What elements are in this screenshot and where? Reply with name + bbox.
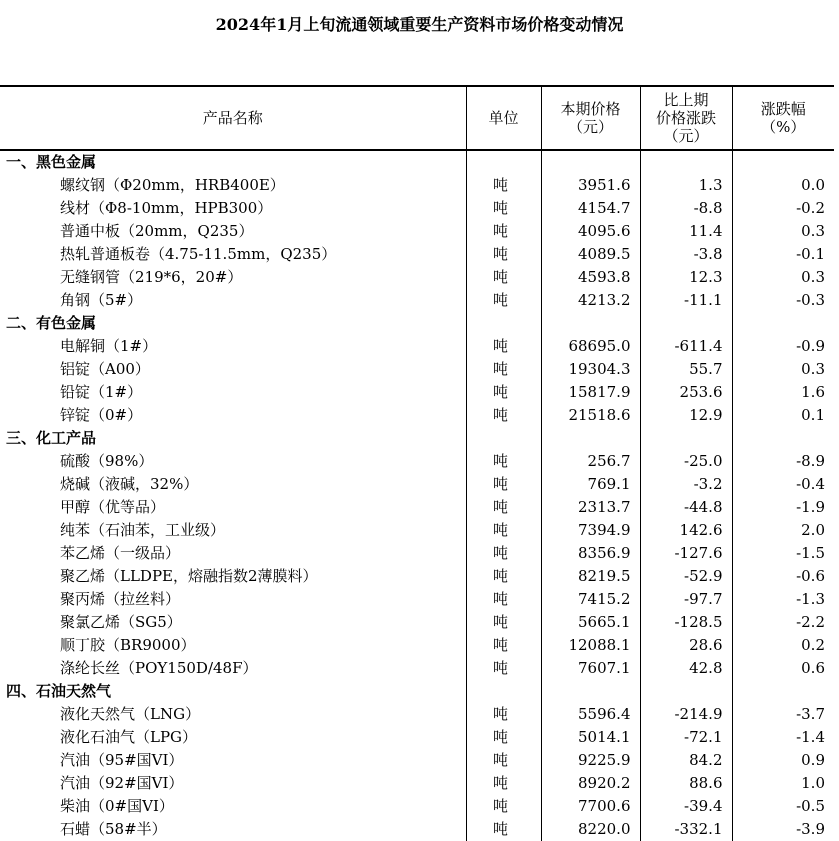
table-row [0, 197, 834, 220]
price-cell: 9225.9 [541, 749, 640, 772]
unit-cell: 吨 [466, 795, 541, 818]
percent-cell: -0.9 [732, 335, 834, 358]
product-name: 石蜡（58#半） [60, 820, 167, 838]
percent-cell: 2.0 [732, 519, 834, 542]
table-row [0, 473, 834, 496]
unit-cell: 吨 [466, 657, 541, 680]
empty-cell [541, 680, 640, 703]
table-row [0, 565, 834, 588]
category-row [0, 680, 834, 703]
product-name: 热轧普通板卷（4.75-11.5mm，Q235） [60, 245, 337, 263]
change-cell: 1.3 [640, 174, 732, 197]
percent-cell: -0.6 [732, 565, 834, 588]
percent-cell: 0.3 [732, 266, 834, 289]
price-cell: 4213.2 [541, 289, 640, 312]
percent-cell: 0.3 [732, 358, 834, 381]
product-name: 苯乙烯（一级品） [60, 544, 181, 562]
unit-cell: 吨 [466, 588, 541, 611]
table-row [0, 519, 834, 542]
product-name: 螺纹钢（Φ20mm，HRB400E） [60, 176, 285, 194]
percent-cell: -3.7 [732, 703, 834, 726]
percent-cell: -3.9 [732, 818, 834, 841]
unit-cell: 吨 [466, 335, 541, 358]
table-row [0, 611, 834, 634]
header-current-price: 本期价格 （元） [541, 86, 640, 150]
table-row [0, 404, 834, 427]
change-cell: 11.4 [640, 220, 732, 243]
price-cell: 21518.6 [541, 404, 640, 427]
percent-cell: 1.0 [732, 772, 834, 795]
percent-cell: -8.9 [732, 450, 834, 473]
product-name: 铅锭（1#） [60, 383, 143, 401]
price-cell: 5014.1 [541, 726, 640, 749]
unit-cell: 吨 [466, 473, 541, 496]
product-name: 聚丙烯（拉丝料） [60, 590, 181, 608]
product-name: 烧碱（液碱，32%） [60, 475, 199, 493]
price-cell: 4089.5 [541, 243, 640, 266]
price-cell: 4095.6 [541, 220, 640, 243]
price-cell: 7607.1 [541, 657, 640, 680]
unit-cell: 吨 [466, 726, 541, 749]
percent-cell: -0.5 [732, 795, 834, 818]
percent-cell: -1.4 [732, 726, 834, 749]
empty-cell [541, 427, 640, 450]
unit-cell: 吨 [466, 289, 541, 312]
unit-cell: 吨 [466, 818, 541, 841]
percent-cell: -1.9 [732, 496, 834, 519]
empty-cell [466, 680, 541, 703]
table-body [0, 150, 834, 841]
unit-cell: 吨 [466, 220, 541, 243]
header-product-name: 产品名称 [0, 86, 466, 150]
category-label: 一、黑色金属 [6, 153, 97, 171]
change-cell: -72.1 [640, 726, 732, 749]
change-cell: 142.6 [640, 519, 732, 542]
unit-cell: 吨 [466, 404, 541, 427]
unit-cell: 吨 [466, 381, 541, 404]
change-cell: 55.7 [640, 358, 732, 381]
product-name: 线材（Φ8-10mm，HPB300） [60, 199, 273, 217]
empty-cell [640, 312, 732, 335]
product-name: 角钢（5#） [60, 291, 143, 309]
price-cell: 2313.7 [541, 496, 640, 519]
unit-cell: 吨 [466, 174, 541, 197]
change-cell: -3.2 [640, 473, 732, 496]
table-row [0, 289, 834, 312]
percent-cell: -2.2 [732, 611, 834, 634]
unit-cell: 吨 [466, 611, 541, 634]
product-name: 柴油（0#国VI） [60, 797, 174, 815]
empty-cell [466, 427, 541, 450]
table-row [0, 634, 834, 657]
unit-cell: 吨 [466, 496, 541, 519]
category-label: 三、化工产品 [6, 429, 97, 447]
unit-cell: 吨 [466, 266, 541, 289]
table-row [0, 795, 834, 818]
change-cell: -52.9 [640, 565, 732, 588]
percent-cell: 0.9 [732, 749, 834, 772]
product-name: 汽油（92#国VI） [60, 774, 184, 792]
percent-cell: -0.4 [732, 473, 834, 496]
table-header-row [0, 86, 834, 150]
unit-cell: 吨 [466, 358, 541, 381]
percent-cell: 0.3 [732, 220, 834, 243]
product-name: 锌锭（0#） [60, 406, 143, 424]
product-name: 电解铜（1#） [60, 337, 158, 355]
header-change-percent: 涨跌幅 （%） [732, 86, 834, 150]
percent-cell: -0.1 [732, 243, 834, 266]
price-cell: 7700.6 [541, 795, 640, 818]
unit-cell: 吨 [466, 519, 541, 542]
price-cell: 19304.3 [541, 358, 640, 381]
price-cell: 7394.9 [541, 519, 640, 542]
unit-cell: 吨 [466, 703, 541, 726]
category-row [0, 427, 834, 450]
change-cell: -97.7 [640, 588, 732, 611]
price-cell: 5665.1 [541, 611, 640, 634]
change-cell: -11.1 [640, 289, 732, 312]
price-cell: 8219.5 [541, 565, 640, 588]
price-cell: 8220.0 [541, 818, 640, 841]
unit-cell: 吨 [466, 749, 541, 772]
table-row [0, 542, 834, 565]
percent-cell: 0.0 [732, 174, 834, 197]
table-row [0, 588, 834, 611]
empty-cell [541, 312, 640, 335]
change-cell: -611.4 [640, 335, 732, 358]
percent-cell: 0.2 [732, 634, 834, 657]
change-cell: -44.8 [640, 496, 732, 519]
change-cell: 12.9 [640, 404, 732, 427]
table-row [0, 657, 834, 680]
price-cell: 3951.6 [541, 174, 640, 197]
empty-cell [640, 427, 732, 450]
header-unit: 单位 [466, 86, 541, 150]
change-cell: -3.8 [640, 243, 732, 266]
empty-cell [466, 312, 541, 335]
change-cell: 28.6 [640, 634, 732, 657]
price-cell: 769.1 [541, 473, 640, 496]
change-cell: -127.6 [640, 542, 732, 565]
product-name: 聚乙烯（LLDPE，熔融指数2薄膜料） [60, 567, 318, 585]
percent-cell: 0.1 [732, 404, 834, 427]
category-label: 四、石油天然气 [6, 682, 112, 700]
product-name: 涤纶长丝（POY150D/48F） [60, 659, 258, 677]
price-cell: 5596.4 [541, 703, 640, 726]
percent-cell: 1.6 [732, 381, 834, 404]
percent-cell: -0.2 [732, 197, 834, 220]
table-row [0, 450, 834, 473]
table-row [0, 496, 834, 519]
product-name: 铝锭（A00） [60, 360, 150, 378]
price-cell: 256.7 [541, 450, 640, 473]
product-name: 聚氯乙烯（SG5） [60, 613, 182, 631]
table-row [0, 749, 834, 772]
product-name: 纯苯（石油苯，工业级） [60, 521, 226, 539]
table-row [0, 726, 834, 749]
change-cell: 84.2 [640, 749, 732, 772]
product-name: 硫酸（98%） [60, 452, 154, 470]
unit-cell: 吨 [466, 634, 541, 657]
product-name: 普通中板（20mm，Q235） [60, 222, 254, 240]
empty-cell [732, 680, 834, 703]
price-cell: 4154.7 [541, 197, 640, 220]
product-name: 甲醇（优等品） [60, 498, 166, 516]
category-row [0, 150, 834, 174]
product-name: 液化石油气（LPG） [60, 728, 198, 746]
price-cell: 8356.9 [541, 542, 640, 565]
change-cell: -128.5 [640, 611, 732, 634]
unit-cell: 吨 [466, 772, 541, 795]
change-cell: 88.6 [640, 772, 732, 795]
product-name: 汽油（95#国VI） [60, 751, 184, 769]
unit-cell: 吨 [466, 450, 541, 473]
price-cell: 8920.2 [541, 772, 640, 795]
percent-cell: -1.5 [732, 542, 834, 565]
percent-cell: -0.3 [732, 289, 834, 312]
empty-cell [541, 150, 640, 174]
table-row [0, 243, 834, 266]
empty-cell [732, 312, 834, 335]
change-cell: -39.4 [640, 795, 732, 818]
price-cell: 12088.1 [541, 634, 640, 657]
table-row [0, 174, 834, 197]
price-table [0, 85, 834, 841]
table-row [0, 220, 834, 243]
product-name: 液化天然气（LNG） [60, 705, 201, 723]
table-row [0, 381, 834, 404]
page-title: 2024年1月上旬流通领域重要生产资料市场价格变动情况 [215, 15, 624, 34]
table-row [0, 358, 834, 381]
unit-cell: 吨 [466, 197, 541, 220]
empty-cell [640, 150, 732, 174]
price-cell: 15817.9 [541, 381, 640, 404]
change-cell: -214.9 [640, 703, 732, 726]
product-name: 顺丁胶（BR9000） [60, 636, 196, 654]
empty-cell [640, 680, 732, 703]
price-cell: 7415.2 [541, 588, 640, 611]
change-cell: 253.6 [640, 381, 732, 404]
price-cell: 4593.8 [541, 266, 640, 289]
change-cell: -332.1 [640, 818, 732, 841]
unit-cell: 吨 [466, 243, 541, 266]
change-cell: 12.3 [640, 266, 732, 289]
change-cell: 42.8 [640, 657, 732, 680]
empty-cell [466, 150, 541, 174]
table-row [0, 266, 834, 289]
change-cell: -25.0 [640, 450, 732, 473]
category-row [0, 312, 834, 335]
category-label: 二、有色金属 [6, 314, 97, 332]
header-price-change: 比上期 价格涨跌 （元） [640, 86, 732, 150]
empty-cell [732, 427, 834, 450]
product-name: 无缝钢管（219*6，20#） [60, 268, 243, 286]
empty-cell [732, 150, 834, 174]
percent-cell: -1.3 [732, 588, 834, 611]
price-cell: 68695.0 [541, 335, 640, 358]
percent-cell: 0.6 [732, 657, 834, 680]
unit-cell: 吨 [466, 542, 541, 565]
table-row [0, 772, 834, 795]
table-row [0, 818, 834, 841]
table-row [0, 703, 834, 726]
change-cell: -8.8 [640, 197, 732, 220]
unit-cell: 吨 [466, 565, 541, 588]
table-row [0, 335, 834, 358]
